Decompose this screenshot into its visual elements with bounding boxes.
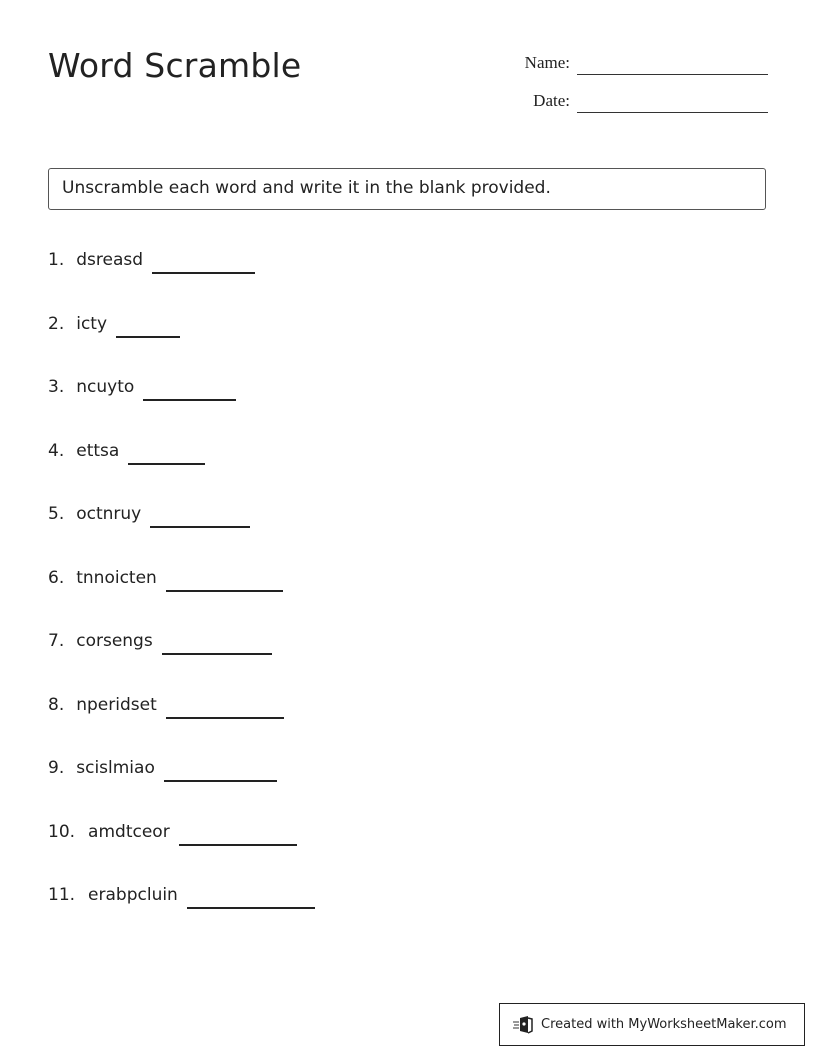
scramble-item — [48, 695, 315, 759]
answer-blank[interactable] — [143, 377, 236, 401]
scrambled-word: erabpcluin — [88, 885, 178, 905]
scrambled-word: octnruy — [76, 504, 142, 524]
item-number: 4. — [48, 440, 65, 461]
answer-blank[interactable] — [166, 695, 284, 719]
answer-blank[interactable] — [128, 441, 205, 465]
scrambled-word: icty — [76, 313, 108, 334]
worksheet-title: Word Scramble — [48, 46, 302, 85]
answer-blank[interactable] — [152, 250, 255, 274]
scramble-item — [48, 314, 315, 378]
scrambled-word: dsreasd — [76, 250, 144, 270]
item-number: 5. — [48, 504, 65, 524]
answer-blank[interactable] — [116, 314, 180, 338]
scrambled-word: ettsa — [76, 440, 120, 461]
item-number: 11. — [48, 885, 76, 905]
name-blank-line[interactable] — [577, 74, 768, 75]
scrambled-word: amdtceor — [88, 821, 170, 842]
scramble-item — [48, 568, 315, 632]
item-number: 8. — [48, 694, 65, 715]
scrambled-word: scislmiao — [76, 758, 155, 778]
scramble-item — [48, 377, 315, 441]
date-label: Date: — [533, 91, 570, 110]
scramble-list — [48, 250, 315, 949]
footer-credit[interactable] — [499, 1003, 805, 1046]
scramble-item — [48, 250, 315, 314]
date-blank-line[interactable] — [577, 112, 768, 113]
answer-blank[interactable] — [179, 822, 297, 846]
scramble-item — [48, 885, 315, 949]
name-field — [500, 53, 768, 83]
scramble-item — [48, 822, 315, 886]
scrambled-word: corsengs — [76, 631, 153, 651]
name-label: Name: — [524, 53, 570, 72]
scrambled-word: nperidset — [76, 694, 157, 715]
item-number: 3. — [48, 377, 65, 397]
scramble-item — [48, 758, 315, 822]
footer-credit-text: Created with MyWorksheetMaker.com — [541, 1017, 787, 1032]
answer-blank[interactable] — [187, 885, 315, 909]
item-number: 7. — [48, 631, 65, 651]
scrambled-word: ncuyto — [76, 377, 135, 397]
instructions-box: Unscramble each word and write it in the blank provided. — [48, 168, 766, 210]
item-number: 1. — [48, 250, 65, 270]
item-number: 9. — [48, 758, 65, 778]
item-number: 6. — [48, 567, 65, 588]
scramble-item — [48, 504, 315, 568]
item-number: 10. — [48, 821, 76, 842]
item-number: 2. — [48, 313, 65, 334]
answer-blank[interactable] — [150, 504, 250, 528]
date-field — [500, 91, 768, 121]
answer-blank[interactable] — [166, 568, 283, 592]
answer-blank[interactable] — [164, 758, 277, 782]
scrambled-word: tnnoicten — [76, 567, 157, 588]
worksheet-maker-logo-icon — [512, 1014, 534, 1036]
scramble-item — [48, 631, 315, 695]
answer-blank[interactable] — [162, 631, 272, 655]
scramble-item — [48, 441, 315, 505]
